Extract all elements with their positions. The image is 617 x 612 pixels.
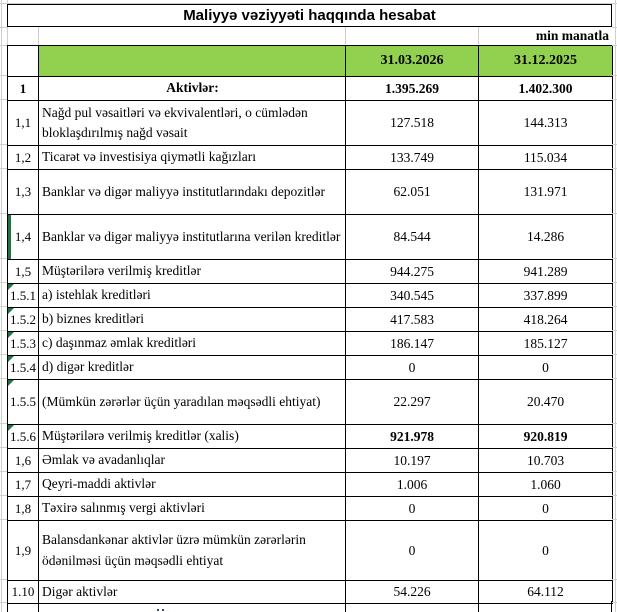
gridline: [612, 99, 617, 100]
cutoff-row-border: [38, 601, 39, 612]
row-number-cell[interactable]: [8, 332, 39, 356]
unit-note: min manatla: [535, 28, 609, 43]
gridline: [612, 282, 617, 283]
table-row: [8, 77, 613, 101]
row-label-cell[interactable]: Qeyri-maddi aktivlər: [39, 473, 346, 497]
gridline: [612, 354, 617, 355]
header-date-col2[interactable]: 31.12.2025: [479, 46, 613, 77]
value-cell-col1[interactable]: 417.583: [346, 308, 479, 332]
row-label-cell[interactable]: Digər aktivlər: [39, 581, 346, 604]
row-label-cell[interactable]: b) biznes kreditləri: [39, 308, 346, 332]
row-label-cell[interactable]: Banklar və digər maliyyə institutlarındakı depozitlər: [39, 170, 346, 215]
value-cell-col1[interactable]: 0: [346, 497, 479, 521]
cutoff-row-border: [345, 601, 346, 612]
row-number: 1.5.4: [10, 359, 36, 375]
table-row: [8, 146, 613, 170]
gridline: [0, 447, 7, 448]
report-title: Maliyyə vəziyyəti haqqında hesabat: [183, 7, 436, 24]
value-cell-col1[interactable]: 10.197: [346, 449, 479, 473]
gridline: [0, 378, 7, 379]
row-number-cell[interactable]: 1,7: [8, 473, 39, 497]
gridline: [612, 471, 617, 472]
gridline: [0, 423, 7, 424]
row-number-cell[interactable]: 1,4: [8, 215, 39, 260]
row-label-cell[interactable]: Təxirə salınmış vergi aktivləri: [39, 497, 346, 521]
gridline: [612, 306, 617, 307]
row-label-cell[interactable]: Əmlak və avadanlıqlar: [39, 449, 346, 473]
row-number-cell[interactable]: 1,3: [8, 170, 39, 215]
row-label-cell[interactable]: c) daşınmaz əmlak kreditləri: [39, 332, 346, 356]
table-row: [8, 356, 613, 380]
table-row: [8, 332, 613, 356]
value-cell-col2[interactable]: 20.470: [479, 380, 613, 425]
row-number-cell[interactable]: 1,9: [8, 521, 39, 581]
value-cell-col2[interactable]: 115.034: [479, 146, 613, 170]
gridline: [0, 75, 7, 76]
gridline: [0, 168, 7, 169]
row-number-cell[interactable]: 1: [8, 77, 39, 101]
table-row: [8, 449, 613, 473]
gridline: [612, 144, 617, 145]
table-row: [8, 380, 613, 425]
row-number-cell[interactable]: [8, 308, 39, 332]
row-number: 1.5.3: [10, 335, 36, 351]
cutoff-text-fragment: [162, 609, 164, 611]
row-number: 1.5.5: [10, 394, 36, 409]
value-cell-col1[interactable]: 133.749: [346, 146, 479, 170]
table-row: [8, 170, 613, 215]
row-number-cell[interactable]: 1,8: [8, 497, 39, 521]
financial-table: [7, 45, 613, 604]
gridline: [612, 330, 617, 331]
value-cell-col2[interactable]: 0: [479, 521, 613, 581]
header-num-cell[interactable]: [8, 46, 39, 77]
row-label-cell[interactable]: Müştərilərə verilmiş kreditlər (xalis): [39, 425, 346, 449]
value-cell-col1[interactable]: 1.006: [346, 473, 479, 497]
table-header-row: [8, 46, 613, 77]
row-label-cell[interactable]: Aktivlər:: [39, 77, 346, 101]
gridline: [612, 519, 617, 520]
table-row: [8, 521, 613, 581]
value-cell-col2[interactable]: 10.703: [479, 449, 613, 473]
row-label-cell[interactable]: d) digər kreditlər: [39, 356, 346, 380]
cutoff-row-border: [7, 601, 8, 612]
row-label-cell[interactable]: Banklar və digər maliyyə institutlarına verilən kreditlər: [39, 215, 346, 260]
row-number-cell[interactable]: 1,6: [8, 449, 39, 473]
table-row: [8, 497, 613, 521]
gridline: [612, 447, 617, 448]
gridline: [0, 144, 7, 145]
error-flag-icon: [8, 380, 14, 386]
row-number: 1.5.6: [10, 428, 36, 444]
table-row: [8, 425, 613, 449]
header-desc-cell[interactable]: [39, 46, 346, 77]
value-cell-col1[interactable]: 1.395.269: [346, 77, 479, 101]
cutoff-text-fragment: [157, 609, 159, 611]
value-cell-col2[interactable]: 1.402.300: [479, 77, 613, 101]
gridline: [345, 27, 346, 45]
row-label-cell[interactable]: Ticarət və investisiya qiymətli kağızları: [39, 146, 346, 170]
value-cell-col2[interactable]: 0: [479, 497, 613, 521]
row-number-cell[interactable]: 1,1: [8, 101, 39, 146]
gridline: [612, 45, 617, 46]
value-cell-col1[interactable]: 921.978: [346, 425, 479, 449]
table-row: [8, 215, 613, 260]
row-number-cell[interactable]: 1,5: [8, 260, 39, 284]
gridline: [38, 27, 39, 45]
gridline: [0, 330, 7, 331]
value-cell-col2[interactable]: 185.127: [479, 332, 613, 356]
table-row: [8, 308, 613, 332]
unit-note-row[interactable]: [7, 27, 612, 45]
value-cell-col2[interactable]: 14.286: [479, 215, 613, 260]
table-row: [8, 581, 613, 604]
row-label-cell[interactable]: Balansdankənar aktivlər üzrə mümkün zərərlərin ödənilməsi üçün məqsədli ehtiyat: [39, 521, 346, 581]
table-row: [8, 473, 613, 497]
value-cell-col1[interactable]: 0: [346, 356, 479, 380]
gridline: [612, 423, 617, 424]
gridline: [612, 27, 617, 28]
table-row: [8, 260, 613, 284]
cutoff-row-border: [478, 601, 479, 612]
gridline: [0, 602, 7, 603]
table-row: [8, 284, 613, 308]
row-number-cell[interactable]: [8, 425, 39, 449]
gridline: [612, 75, 617, 76]
gridline: [0, 282, 7, 283]
gridline: [612, 378, 617, 379]
table-row: [8, 101, 613, 146]
gridline: [612, 168, 617, 169]
value-cell-col1[interactable]: 0: [346, 521, 479, 581]
gridline: [0, 354, 7, 355]
value-cell-col2[interactable]: 131.971: [479, 170, 613, 215]
row-number-cell[interactable]: [8, 356, 39, 380]
gridline: [0, 45, 7, 46]
value-cell-col2[interactable]: 144.313: [479, 101, 613, 146]
value-cell-col1[interactable]: 62.051: [346, 170, 479, 215]
gridline: [0, 519, 7, 520]
row-label-cell[interactable]: a) istehlak kreditləri: [39, 284, 346, 308]
row-label-cell[interactable]: Nağd pul vəsaitləri və ekvivalentləri, o cümlədən bloklaşdırılmış nağd vəsait: [39, 101, 346, 146]
value-cell-col2[interactable]: 920.819: [479, 425, 613, 449]
value-cell-col2[interactable]: 418.264: [479, 308, 613, 332]
value-cell-col2[interactable]: 0: [479, 356, 613, 380]
gridline: [478, 27, 479, 45]
value-cell-col1[interactable]: 340.545: [346, 284, 479, 308]
value-cell-col2[interactable]: 1.060: [479, 473, 613, 497]
gridline: [0, 213, 7, 214]
value-cell-col2[interactable]: 337.899: [479, 284, 613, 308]
row-number-cell[interactable]: 1,2: [8, 146, 39, 170]
gridline: [0, 99, 7, 100]
gridline: [0, 471, 7, 472]
row-number-cell[interactable]: 1.10: [8, 581, 39, 604]
gridline: [612, 602, 617, 603]
gridline: [612, 258, 617, 259]
value-cell-col1[interactable]: 944.275: [346, 260, 479, 284]
row-label-cell[interactable]: Müştərilərə verilmiş kreditlər: [39, 260, 346, 284]
value-cell-col1[interactable]: 22.297: [346, 380, 479, 425]
value-cell-col1[interactable]: 186.147: [346, 332, 479, 356]
gridline: [612, 579, 617, 580]
value-cell-col1[interactable]: 54.226: [346, 581, 479, 604]
gridline: [0, 258, 7, 259]
gridline: [0, 579, 7, 580]
gridline: [0, 306, 7, 307]
value-cell-col1[interactable]: 127.518: [346, 101, 479, 146]
value-cell-col1[interactable]: 84.544: [346, 215, 479, 260]
row-number: 1.5.1: [10, 287, 36, 303]
gridline: [0, 27, 7, 28]
header-date-col1[interactable]: 31.03.2026: [346, 46, 479, 77]
gridline: [0, 495, 7, 496]
report-title-cell[interactable]: [7, 4, 612, 27]
row-number: 1.5.2: [10, 311, 36, 327]
row-label-cell[interactable]: (Mümkün zərərlər üçün yaradılan məqsədli ehtiyat): [39, 380, 346, 425]
value-cell-col2[interactable]: 64.112: [479, 581, 613, 604]
row-number-cell[interactable]: [8, 380, 39, 425]
gridline: [612, 213, 617, 214]
gridline: [612, 495, 617, 496]
value-cell-col2[interactable]: 941.289: [479, 260, 613, 284]
row-number-cell[interactable]: [8, 284, 39, 308]
